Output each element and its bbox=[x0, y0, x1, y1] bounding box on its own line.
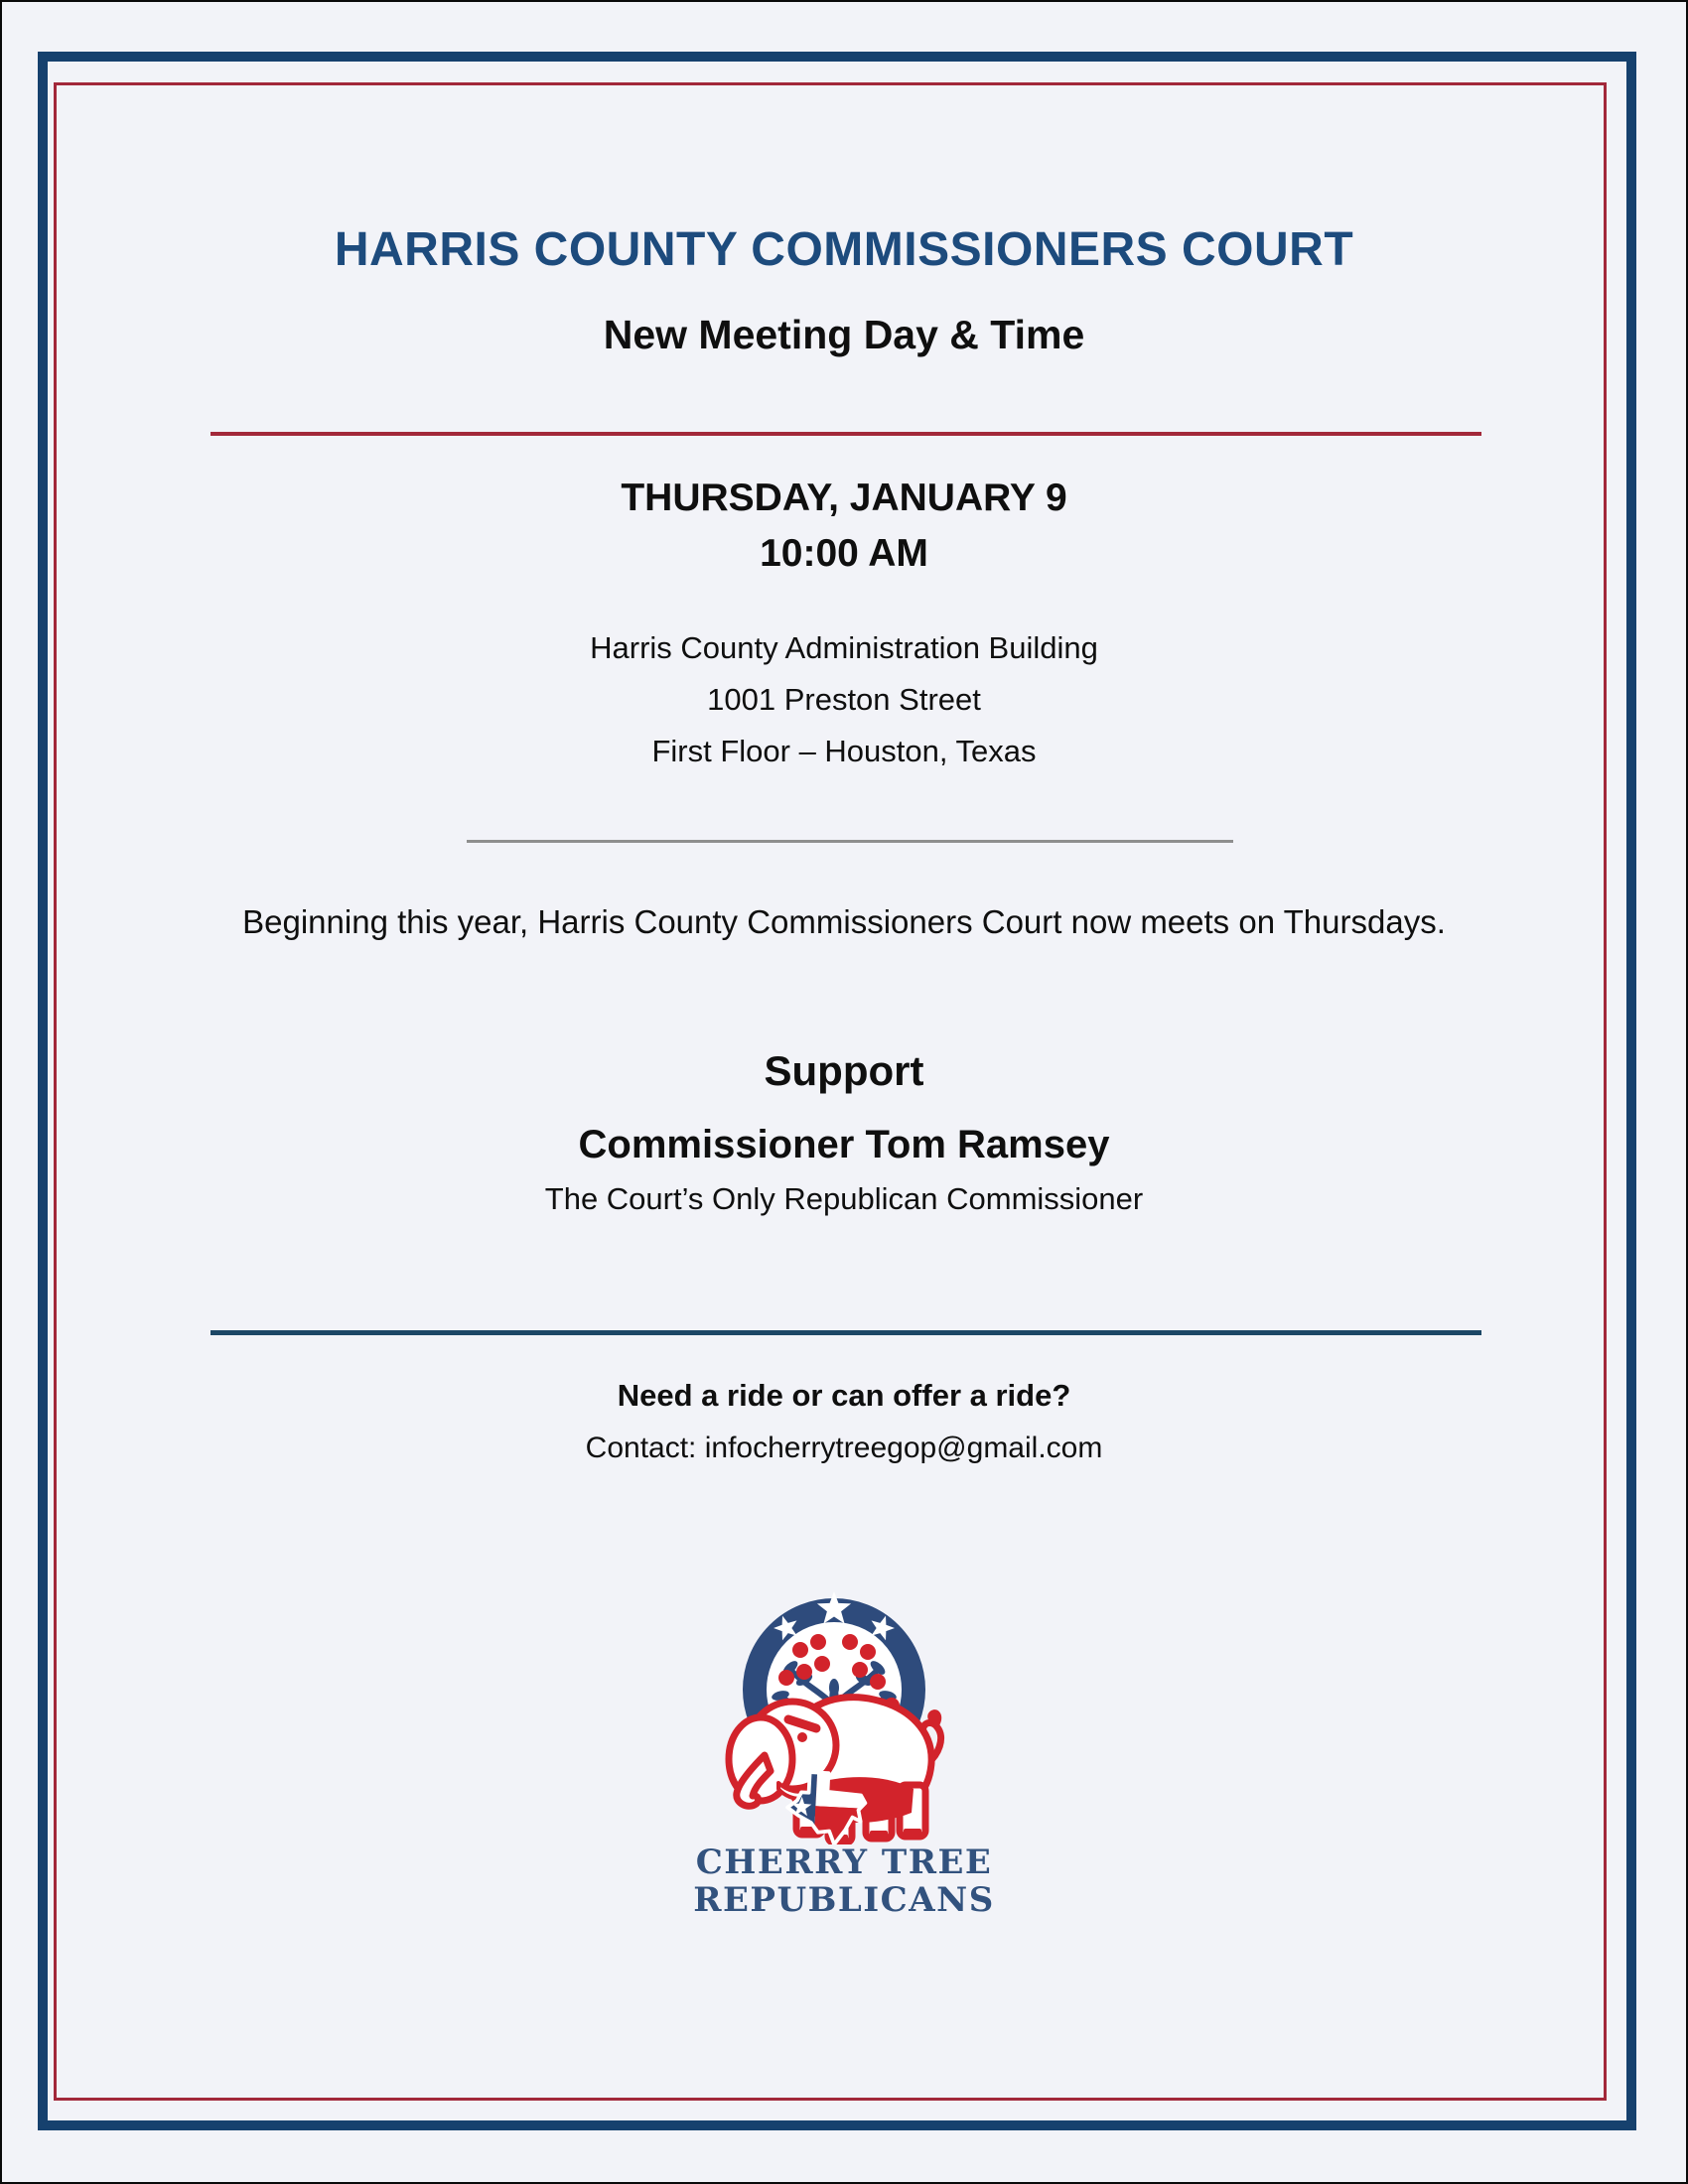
page-subtitle: New Meeting Day & Time bbox=[603, 312, 1085, 357]
meeting-datetime bbox=[2, 471, 1686, 582]
elephant-eye bbox=[797, 1732, 807, 1742]
red-divider-line bbox=[211, 432, 1481, 436]
ride-question: Need a ride or can offer a ride? bbox=[617, 1378, 1071, 1413]
meeting-address bbox=[2, 622, 1686, 777]
street-address: 1001 Preston Street bbox=[707, 682, 981, 717]
page-title: HARRIS COUNTY COMMISSIONERS COURT bbox=[334, 223, 1354, 276]
commissioner-tagline: The Court’s Only Republican Commissioner bbox=[544, 1181, 1144, 1216]
commissioner-name: Commissioner Tom Ramsey bbox=[578, 1123, 1110, 1166]
logo-line2: REPUBLICANS bbox=[693, 1880, 995, 1920]
support-heading: Support bbox=[764, 1047, 924, 1094]
meeting-time: 10:00 AM bbox=[760, 532, 928, 575]
floor-city: First Floor – Houston, Texas bbox=[651, 734, 1037, 768]
logo-line1: CHERRY TREE bbox=[695, 1843, 993, 1882]
announcement-text: Beginning this year, Harris County Commissioners Court now meets on Thursdays. bbox=[242, 903, 1446, 940]
ride-contact-email: Contact: infocherrytreegop@gmail.com bbox=[585, 1432, 1103, 1464]
cherry-tree-republicans-logo bbox=[689, 1588, 987, 1844]
gray-divider-line bbox=[467, 840, 1233, 843]
meeting-day: THURSDAY, JANUARY 9 bbox=[621, 477, 1067, 519]
venue-name: Harris County Administration Building bbox=[590, 630, 1098, 665]
logo-wordmark bbox=[2, 1843, 1686, 1919]
navy-divider-line bbox=[211, 1330, 1481, 1335]
